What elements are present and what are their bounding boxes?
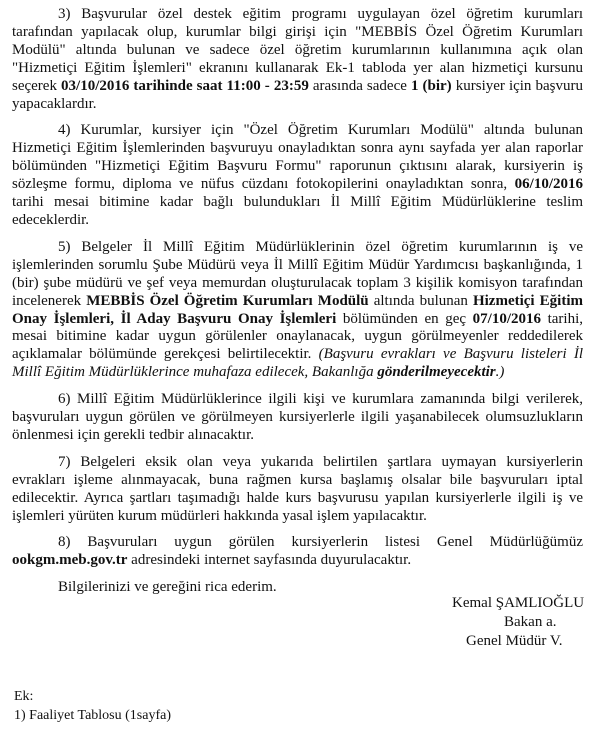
paragraph-5-text-4: tarihi, mesai bitimine kadar uygun görülenler onaylanacak, uygun görülmeyenler reddedilerek açıklamalar bölümünde gerekçesi belirtilecektir.	[12, 310, 584, 363]
paragraph-8-text-2: adresindeki internet sayfasında duyurulacaktır.	[127, 552, 412, 569]
paragraph-3-text-2: arasında sadece	[308, 77, 411, 94]
paragraph-6: 6) Millî Eğitim Müdürlüklerince ilgili kişi ve kurumlara zamanında bilgi verilerek, başvuruları uygun görülen ve görülmeyen kursiyerlerle ilgili yaşanabilecek olumsuzlukların önlenmesi için gerekli tedbir alınacaktır.	[12, 391, 583, 443]
signatory-title: Bakan a.	[504, 614, 557, 630]
application-date-time: 03/10/2016 tarihinde saat 11:00 - 23:59	[61, 77, 309, 94]
signature-block	[380, 594, 600, 651]
paragraph-5-text-2: altında bulunan	[368, 292, 473, 309]
paragraph-5	[12, 239, 583, 382]
website-address: ookgm.meb.gov.tr	[12, 552, 128, 569]
letter-body	[12, 6, 583, 606]
enclosures-block	[14, 687, 171, 725]
approval-deadline: 07/10/2016	[472, 310, 541, 327]
paragraph-5-text: 5) Belgeler İl Millî Eğitim Müdürlüklerinin özel öğretim kurumlarının iş ve işlemlerinden sorumlu Şube Müdürü veya İl Millî Eğitim Müdür Yardımcısı başkanlığında, 1 (bir) şube müdürü ve şef veya memurdan oluşturulacak toplam 3 kişilik komisyon tarafından incelenerek	[12, 238, 583, 309]
approval-sections: Hizmetiçi Eğitim Onay İşlemleri, İl Aday Başvuru Onay İşlemleri	[12, 292, 583, 327]
paragraph-3	[12, 6, 583, 113]
paragraph-3-text: 3) Başvurular özel destek eğitim programı uygulayan özel öğretim kurumları tarafından yapılacak olup, kurumlar bilgi girişi için "MEBBİS Özel Öğretim Kurumları Modülü" altında bulunan ve sadece özel öğretim kurumlarının kullanımına açık olan "Hizmetiçi Eğitim İşlemleri" ekranını kullanarak Ek-1 tabloda yer alan hizmetiçi kursunu seçerek	[12, 6, 583, 94]
paragraph-3-text-3: kursiyer için başvuru yapacaklardır.	[12, 77, 583, 112]
paragraph-4-text: 4) Kurumlar, kursiyer için "Özel Öğretim Kurumları Modülü" altında bulunan Hizmetiçi Eğitim İşlemlerinden başvuruyu onayladıktan sonra aynı sayfada yer alan raporlar bölümünden "Hizmetiçi Eğitim Başvuru Formu" raporunun çıktısını alarak, kursiyerin iş sözleşme formu, diploma ve nüfus cüzdanı fotokopilerini onayladıktan sonra,	[12, 122, 583, 193]
paragraph-5-text-3: bölümünden en geç	[336, 310, 473, 327]
signatory-name: Kemal ŞAMLIOĞLU	[452, 595, 585, 611]
module-name: MEBBİS Özel Öğretim Kurumları Modülü	[86, 292, 369, 309]
paragraph-5-note: (Başvuru evrakları ve Başvuru listeleri İl Millî Eğitim Müdürlüklerince muhafaza edilecek, Bakanlığa	[12, 346, 583, 381]
paragraph-8-text: 8) Başvuruları uygun görülen kursiyerlerin listesi Genel Müdürlüğümüz	[58, 534, 583, 551]
paragraph-7: 7) Belgeleri eksik olan veya yukarıda belirtilen şartlara uymayan kursiyerlerin evrakları işleme alınmayacak, buna rağmen kursa başlamış olsalar bile başvuruları iptal edilecektir. Ayrıca şartları taşımadığı halde kurs başvurusu yapılan kursiyerlerle ilgili iş ve işlemleri yürüten kurum müdürleri hakkında yasal işlem yapılacaktır.	[12, 453, 583, 524]
enclosures-label: Ek:	[14, 689, 34, 704]
paragraph-4	[12, 122, 583, 229]
trainee-count: 1 (bir)	[410, 77, 452, 94]
paragraph-8	[12, 534, 583, 570]
signatory-role: Genel Müdür V.	[466, 633, 563, 649]
closing-line: Bilgilerinizi ve gereğini rica ederim.	[58, 579, 277, 596]
paragraph-5-note-end: .)	[495, 364, 505, 381]
paragraph-5-note-emphasis: gönderilmeyecektir	[377, 364, 496, 381]
delivery-deadline: 06/10/2016	[514, 176, 583, 193]
paragraph-4-text-2: tarihi mesai bitimine kadar bağlı bulundukları İl Millî Eğitim Müdürlüklerine teslim edeceklerdir.	[12, 194, 583, 228]
enclosure-item: 1) Faaliyet Tablosu (1sayfa)	[14, 708, 171, 723]
